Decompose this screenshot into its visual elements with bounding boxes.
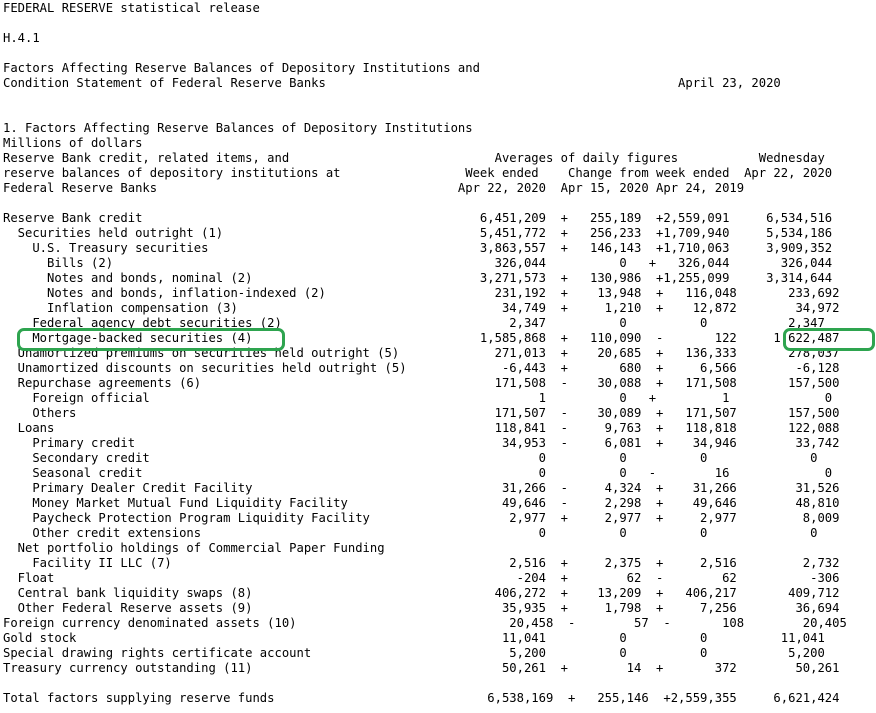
- text-line: Primary Dealer Credit Facility 31,266 - 4,324 + 31,266 31,526: [3, 481, 840, 495]
- text-line: Foreign currency denominated assets (10) 20,458 - 57 - 108 20,405: [3, 616, 847, 630]
- text-line: Loans 118,841 - 9,763 + 118,818 122,088: [3, 421, 840, 435]
- text-line: Condition Statement of Federal Reserve Banks April 23, 2020: [3, 76, 781, 90]
- text-line: Federal agency debt securities (2) 2,347 0 0 2,347: [3, 316, 825, 330]
- text-line: [3, 16, 847, 31]
- text-line: Repurchase agreements (6) 171,508 - 30,088 + 171,508 157,500: [3, 376, 840, 390]
- text-line: U.S. Treasury securities 3,863,557 + 146,143 +1,710,063 3,909,352: [3, 241, 833, 255]
- text-line: Net portfolio holdings of Commercial Paper Funding: [3, 541, 385, 555]
- text-line: Money Market Mutual Fund Liquidity Facility 49,646 - 2,298 + 49,646 48,810: [3, 496, 840, 510]
- text-line: Central bank liquidity swaps (8) 406,272 + 13,209 + 406,217 409,712: [3, 586, 840, 600]
- text-line: Secondary credit 0 0 0 0: [3, 451, 818, 465]
- text-line: reserve balances of depository institutions at Week ended Change from week ended Apr 22, 2020: [3, 166, 833, 180]
- text-line: [3, 106, 847, 121]
- text-line: Unamortized discounts on securities held outright (5) -6,443 + 680 + 6,566 -6,128: [3, 361, 840, 375]
- text-line: Federal Reserve Banks Apr 22, 2020 Apr 15, 2020 Apr 24, 2019: [3, 181, 745, 195]
- text-line: Notes and bonds, inflation-indexed (2) 231,192 + 13,948 + 116,048 233,692: [3, 286, 840, 300]
- text-line: Facility II LLC (7) 2,516 + 2,375 + 2,516 2,732: [3, 556, 840, 570]
- text-line: Foreign official 1 0 + 1 0: [3, 391, 833, 405]
- h41-release-document: [3, 1, 847, 706]
- text-line: Inflation compensation (3) 34,749 + 1,210 + 12,872 34,972: [3, 301, 840, 315]
- text-line: Special drawing rights certificate account 5,200 0 0 5,200: [3, 646, 825, 660]
- text-line: Float -204 + 62 - 62 -306: [3, 571, 840, 585]
- text-line: Other credit extensions 0 0 0 0: [3, 526, 818, 540]
- text-line: Factors Affecting Reserve Balances of Depository Institutions and: [3, 61, 480, 75]
- text-line: Unamortized premiums on securities held outright (5) 271,013 + 20,685 + 136,333 278,037: [3, 346, 840, 360]
- text-line: Other Federal Reserve assets (9) 35,935 + 1,798 + 7,256 36,694: [3, 601, 840, 615]
- text-line: Securities held outright (1) 5,451,772 + 256,233 +1,709,940 5,534,186: [3, 226, 833, 240]
- text-line: Others 171,507 - 30,089 + 171,507 157,500: [3, 406, 840, 420]
- text-line: [3, 196, 847, 211]
- text-line: FEDERAL RESERVE statistical release: [3, 1, 260, 15]
- text-line: 1. Factors Affecting Reserve Balances of Depository Institutions: [3, 121, 473, 135]
- text-line: H.4.1: [3, 31, 40, 45]
- text-line: Notes and bonds, nominal (2) 3,271,573 + 130,986 +1,255,099 3,314,644: [3, 271, 833, 285]
- text-line: Paycheck Protection Program Liquidity Facility 2,977 + 2,977 + 2,977 8,009: [3, 511, 840, 525]
- text-line: Primary credit 34,953 - 6,081 + 34,946 33,742: [3, 436, 840, 450]
- text-line: Millions of dollars: [3, 136, 143, 150]
- text-line: Reserve Bank credit, related items, and Averages of daily figures Wednesday: [3, 151, 825, 165]
- text-line: Total factors supplying reserve funds 6,538,169 + 255,146 +2,559,355 6,621,424: [3, 691, 840, 705]
- text-line: Reserve Bank credit 6,451,209 + 255,189 +2,559,091 6,534,516: [3, 211, 833, 225]
- text-line: Treasury currency outstanding (11) 50,261 + 14 + 372 50,261: [3, 661, 840, 675]
- text-line: [3, 46, 847, 61]
- text-line: Mortgage-backed securities (4) 1,585,868 + 110,090 - 122 1,622,487: [3, 331, 840, 345]
- text-line: Gold stock 11,041 0 0 11,041: [3, 631, 825, 645]
- text-line: [3, 91, 847, 106]
- text-line: Bills (2) 326,044 0 + 326,044 326,044: [3, 256, 833, 270]
- text-line: Seasonal credit 0 0 - 16 0: [3, 466, 833, 480]
- text-line: [3, 676, 847, 691]
